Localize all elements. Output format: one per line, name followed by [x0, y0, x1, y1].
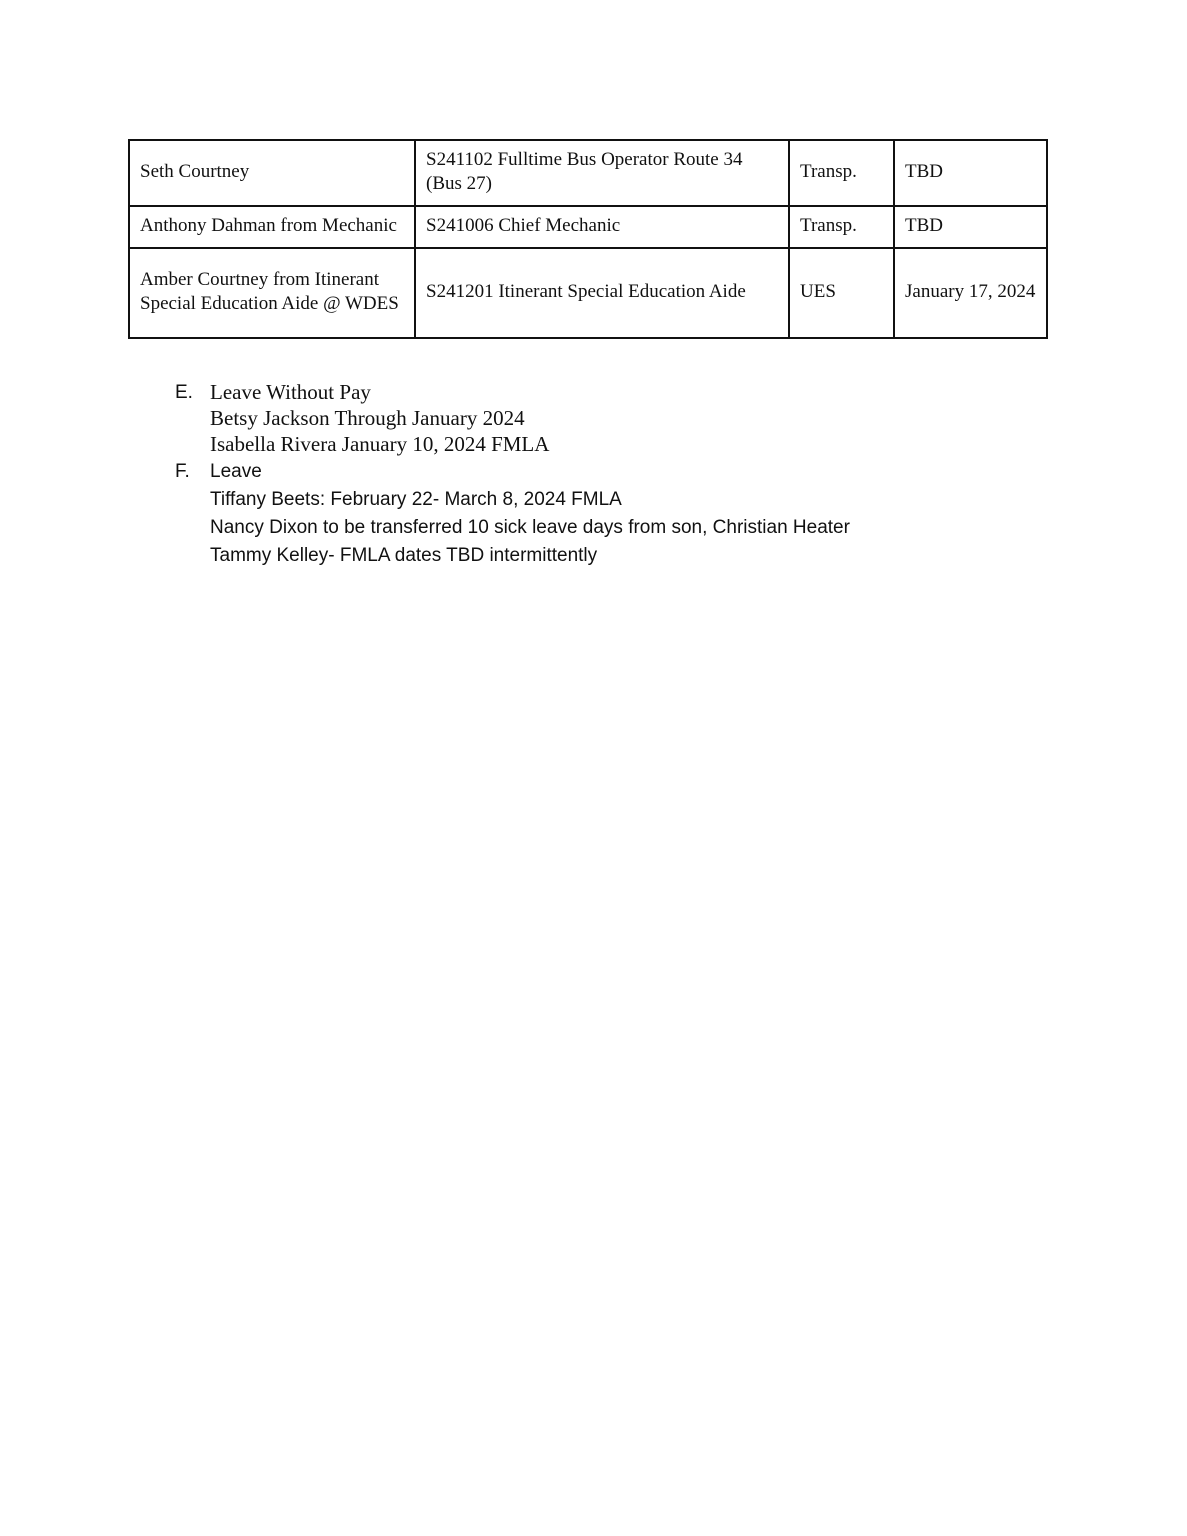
employee-name: Anthony Dahman from Mechanic [129, 206, 415, 248]
section-e-letter: E. [175, 382, 193, 403]
location: UES [789, 248, 894, 338]
effective-date: TBD [894, 140, 1047, 206]
section-f-title: Leave [210, 461, 262, 482]
position-title: S241201 Itinerant Special Education Aide [415, 248, 789, 338]
leave-line: Betsy Jackson Through January 2024 [210, 406, 525, 430]
employee-name: Seth Courtney [129, 140, 415, 206]
leave-line: Tammy Kelley- FMLA dates TBD intermittently [210, 545, 598, 566]
leave-line: Isabella Rivera January 10, 2024 FMLA [210, 432, 550, 456]
employee-name: Amber Courtney from Itinerant Special Education Aide @ WDES [129, 248, 415, 338]
location: Transp. [789, 206, 894, 248]
effective-date: January 17, 2024 [894, 248, 1047, 338]
table-row [129, 206, 1047, 248]
table-row [129, 248, 1047, 338]
effective-date: TBD [894, 206, 1047, 248]
position-title: S241102 Fulltime Bus Operator Route 34 (Bus 27) [415, 140, 789, 206]
section-f-letter: F. [175, 461, 190, 482]
position-title: S241006 Chief Mechanic [415, 206, 789, 248]
location: Transp. [789, 140, 894, 206]
table-row [129, 140, 1047, 206]
personnel-table [128, 139, 1048, 339]
section-e-title: Leave Without Pay [210, 380, 371, 404]
leave-line: Nancy Dixon to be transferred 10 sick leave days from son, Christian Heater [210, 517, 850, 538]
leave-line: Tiffany Beets: February 22- March 8, 2024 FMLA [210, 489, 622, 510]
